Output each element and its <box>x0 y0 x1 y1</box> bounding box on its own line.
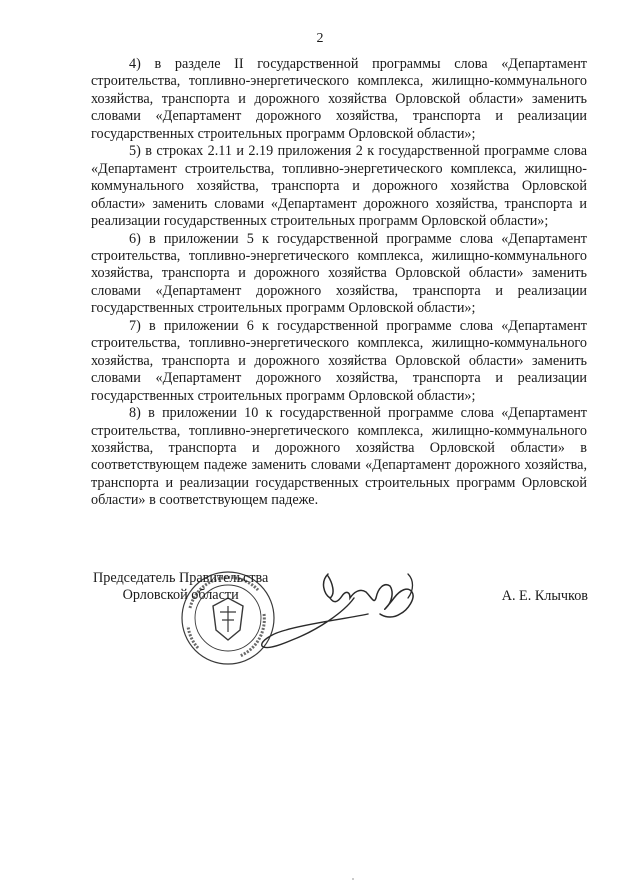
paragraph-item-7: 7) в приложении 6 к государственной программе слова «Департамент строительства, топливно-энергетического комплекса, жилищно-коммунального хозяйства, транспорта и дорожного хозяйства Орловской области» заменить словами «Департамент дорожного хозяйства, транспорта и реализации государственных строительных программ Орловской области»; <box>91 317 587 404</box>
signature-block <box>0 568 640 678</box>
page-number: 2 <box>316 31 324 46</box>
signer-name: А. Е. Клычков <box>501 588 588 604</box>
handwritten-signature <box>258 568 448 668</box>
document-body <box>91 56 587 510</box>
paragraph-item-4: 4) в разделе II государственной программы слова «Департамент строительства, топливно-энергетического комплекса, жилищно-коммунального хозяйства, транспорта и дорожного хозяйства Орловской области» заменить словами «Департамент дорожного хозяйства, транспорта и реализации государственных строительных программ Орловской области»; <box>91 56 587 142</box>
paragraph-item-5: 5) в строках 2.11 и 2.19 приложения 2 к государственной программе слова «Департамент строительства, топливно-энергетического комплекса, жилищно-коммунального хозяйства, транспорта и дорожного хозяйства Орловской области» заменить словами «Департамент дорожного хозяйства, транспорта и реализации государственных строительных программ Орловской области»; <box>91 143 587 230</box>
signer-title-line2: Орловской области <box>122 587 239 604</box>
paragraph-item-8: 8) в приложении 10 к государственной программе слова «Департамент строительства, топливно-энергетического комплекса, жилищно-коммунального хозяйства, транспорта и дорожного хозяйства Орловской области» в соответствующем падеже заменить словами «Департамент дорожного хозяйства, транспорта и реализации государственных строительных программ Орловской области» в соответствующем падеже. <box>91 405 587 509</box>
signer-title <box>93 570 268 605</box>
paragraph-item-6: 6) в приложении 5 к государственной программе слова «Департамент строительства, топливно-энергетического комплекса, жилищно-коммунального хозяйства, транспорта и дорожного хозяйства Орловской области» заменить словами «Департамент дорожного хозяйства, транспорта и реализации государственных строительных программ Орловской области»; <box>91 230 587 317</box>
scan-speck <box>352 878 354 880</box>
signer-title-line1: Председатель Правительства <box>93 570 269 586</box>
